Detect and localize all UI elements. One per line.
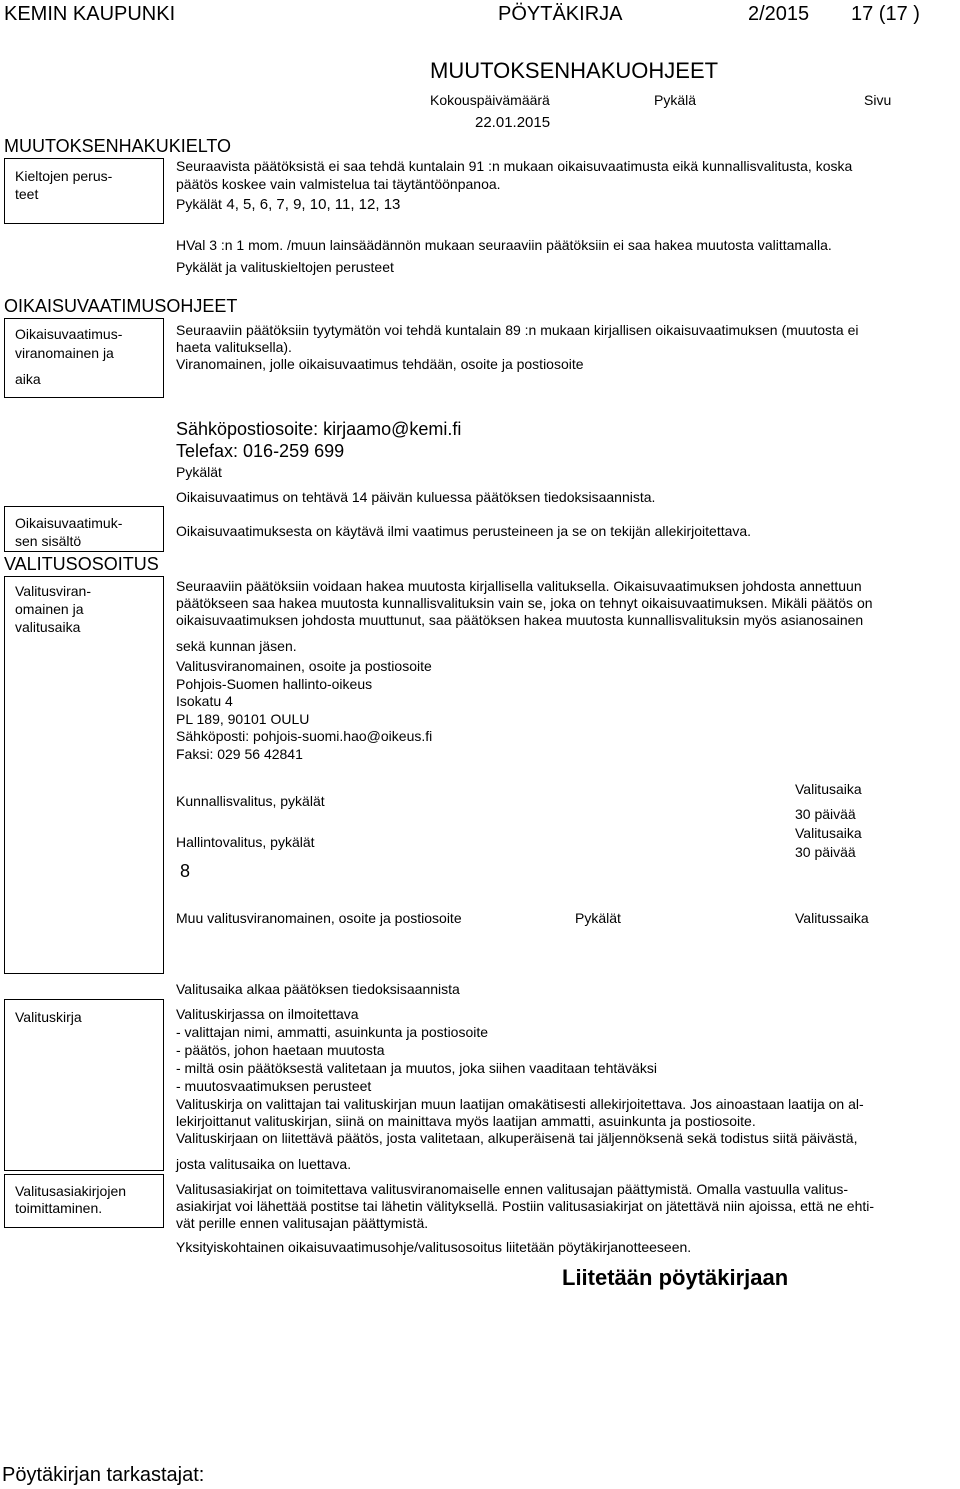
rectification-text-3: Viranomainen, jolle oikaisuvaatimus tehdään, osoite ja postiosoite [176,356,584,372]
appeal-letter-last-line: josta valitusaika on luettava. [176,1156,352,1172]
rectification-side-label-3: aika [15,371,41,387]
appeal-letter-line-5: - muutosvaatimuksen perusteet [176,1078,372,1094]
authority-line-4: PL 189, 90101 OULU [176,711,310,727]
appeal-text-1: Seuraaviin päätöksiin voidaan hakea muutosta kirjallisella valituksella. Oikaisuvaatimuksen johdosta annettuun [176,578,862,594]
appeal-letter-line-6: Valituskirja on valittajan tai valituskirjan muun laatijan omakätisesti allekirjoitettava. Jos ainoastaan laatija on al- [176,1096,864,1112]
section-label: Pykälä [654,92,697,108]
appeal-letter-line-2: - valittajan nimi, ammatti, asuinkunta ja postiosoite [176,1024,489,1040]
meeting-date-label: Kokouspäivämäärä [430,92,550,108]
appeal-letter-line-1: Valituskirjassa on ilmoitettava [176,1006,359,1022]
document-number: 2/2015 [748,3,810,25]
rectification-side-label-2: viranomainen ja [15,345,114,361]
rectification-email: Sähköpostiosoite: kirjaamo@kemi.fi [176,419,462,439]
detailed-instructions: Yksityiskohtainen oikaisuvaatimusohje/valitusosoitus liitetään pöytäkirjanotteeseen. [176,1239,692,1255]
prohibition-side-label-1: Kieltojen perus- [15,168,113,184]
rectification-text-1: Seuraaviin päätöksiin tyytymätön voi tehdä kuntalain 89 :n mukaan kirjallisen oikaisuvaatimuksen (muutosta ei [176,322,859,338]
sections-reasons: Pykälät ja valituskieltojen perusteet [176,259,394,275]
hval-text: HVal 3 :n 1 mom. /muun lainsäädännön mukaan seuraaviin päätöksiin ei saa hakea muutosta valittamalla. [176,237,832,253]
delivery-line-2: asiakirjat voi lähettää postitse tai lähetin välityksellä. Postiin valitusasiakirjat on jätettävä niin ajoissa, että ne ehti- [176,1198,875,1214]
rectification-title: OIKAISUVAATIMUSOHJEET [4,296,238,316]
period-start: Valitusaika alkaa päätöksen tiedoksisaannista [176,981,460,997]
authority-line-3: Isokatu 4 [176,693,233,709]
minutes-reviewers: Pöytäkirjan tarkastajat: [2,1464,205,1486]
rectification-content-label-2: sen sisältö [15,533,82,549]
appeal-letter-line-3: - päätös, johon haetaan muutosta [176,1042,385,1058]
rectification-content-label-1: Oikaisuvaatimuk- [15,515,123,531]
prohibition-sections [176,196,400,214]
prohibition-title: MUUTOKSENHAKUKIELTO [4,136,232,156]
city-name: KEMIN KAUPUNKI [4,3,176,25]
appeal-text-2: päätökseen saa hakea muutosta kunnallisvalituksin vain se, joka on tehnyt oikaisuvaatimuksen. Mikäli päätös on [176,595,873,611]
appeal-text-last: sekä kunnan jäsen. [176,638,297,654]
admin-appeal-section: 8 [180,861,191,881]
appeal-title: VALITUSOSOITUS [4,554,159,574]
prohibition-side-label-2: teet [15,186,39,202]
municipal-appeal-label: Kunnallisvalitus, pykälät [176,793,325,809]
appeal-letter-side-label: Valituskirja [15,1009,82,1025]
rectification-deadline: Oikaisuvaatimus on tehtävä 14 päivän kuluessa päätöksen tiedoksisaannista. [176,489,656,505]
delivery-side-label-2: toimittaminen. [15,1200,103,1216]
rectification-sections-label: Pykälät [176,464,222,480]
appeal-side-label-1: Valitusviran- [15,583,91,599]
document-type: PÖYTÄKIRJA [498,3,623,25]
other-sections: Pykälät [575,910,621,926]
rectification-text-2: haeta valituksella). [176,339,292,355]
prohibition-text-1: Seuraavista päätöksistä ei saa tehdä kuntalain 91 :n mukaan oikaisuvaatimusta eikä kunnallisvalitusta, koska [176,158,853,174]
instructions-title: MUUTOKSENHAKUOHJEET [430,58,719,83]
authority-line-6: Faksi: 029 56 42841 [176,746,303,762]
period-label-2: Valitusaika [795,825,862,841]
period-value-1: 30 päivää [795,806,856,822]
attached-to-minutes: Liitetään pöytäkirjaan [562,1265,789,1290]
rectification-side-label-1: Oikaisuvaatimus- [15,326,123,342]
sections-prefix: Pykälät [176,196,222,212]
delivery-line-1: Valitusasiakirjat on toimitettava valitusviranomaiselle ennen valitusajan päättymistä. Omalla vastuulla valitus- [176,1181,849,1197]
authority-line-1: Valitusviranomainen, osoite ja postiosoite [176,658,432,674]
admin-appeal-label: Hallintovalitus, pykälät [176,834,315,850]
rectification-fax: Telefax: 016-259 699 [176,441,345,461]
appeal-side-label-2: omainen ja [15,601,84,617]
rectification-content-text: Oikaisuvaatimuksesta on käytävä ilmi vaatimus perusteineen ja se on tekijän allekirjoitettava. [176,523,752,539]
period-value-2: 30 päivää [795,844,856,860]
sections-list: 4, 5, 6, 7, 9, 10, 11, 12, 13 [226,196,401,213]
other-period: Valitussaika [795,910,869,926]
delivery-line-3: vät perille ennen valitusajan päättymistä. [176,1215,429,1231]
appeal-letter-line-8: Valituskirjaan on liitettävä päätös, josta valitetaan, alkuperäisenä tai jäljennöksenä sekä todistus siitä päivästä, [176,1130,858,1146]
authority-line-5: Sähköposti: pohjois-suomi.hao@oikeus.fi [176,728,433,744]
delivery-side-label-1: Valitusasiakirjojen [15,1183,127,1199]
page-number: 17 (17 ) [851,3,920,25]
period-label-1: Valitusaika [795,781,862,797]
appeal-letter-line-4: - miltä osin päätöksestä valitetaan ja muutos, joka siihen vaaditaan tehtäväksi [176,1060,657,1076]
page-label: Sivu [864,92,892,108]
authority-line-2: Pohjois-Suomen hallinto-oikeus [176,676,373,692]
prohibition-text-2: päätös koskee vain valmistelua tai täytäntöönpanoa. [176,176,501,192]
appeal-letter-line-7: lekirjoittanut valituskirjan, siinä on mainittava myös laatijan ammatti, asuinkunta ja postiosoite. [176,1113,756,1129]
meeting-date: 22.01.2015 [475,114,551,131]
appeal-text-3: oikaisuvaatimuksen johdosta muuttunut, saa päätöksen hakea muutosta kunnallisvalituksin myös asianosainen [176,612,864,628]
appeal-side-label-3: valitusaika [15,619,81,635]
other-authority: Muu valitusviranomainen, osoite ja postiosoite [176,910,462,926]
